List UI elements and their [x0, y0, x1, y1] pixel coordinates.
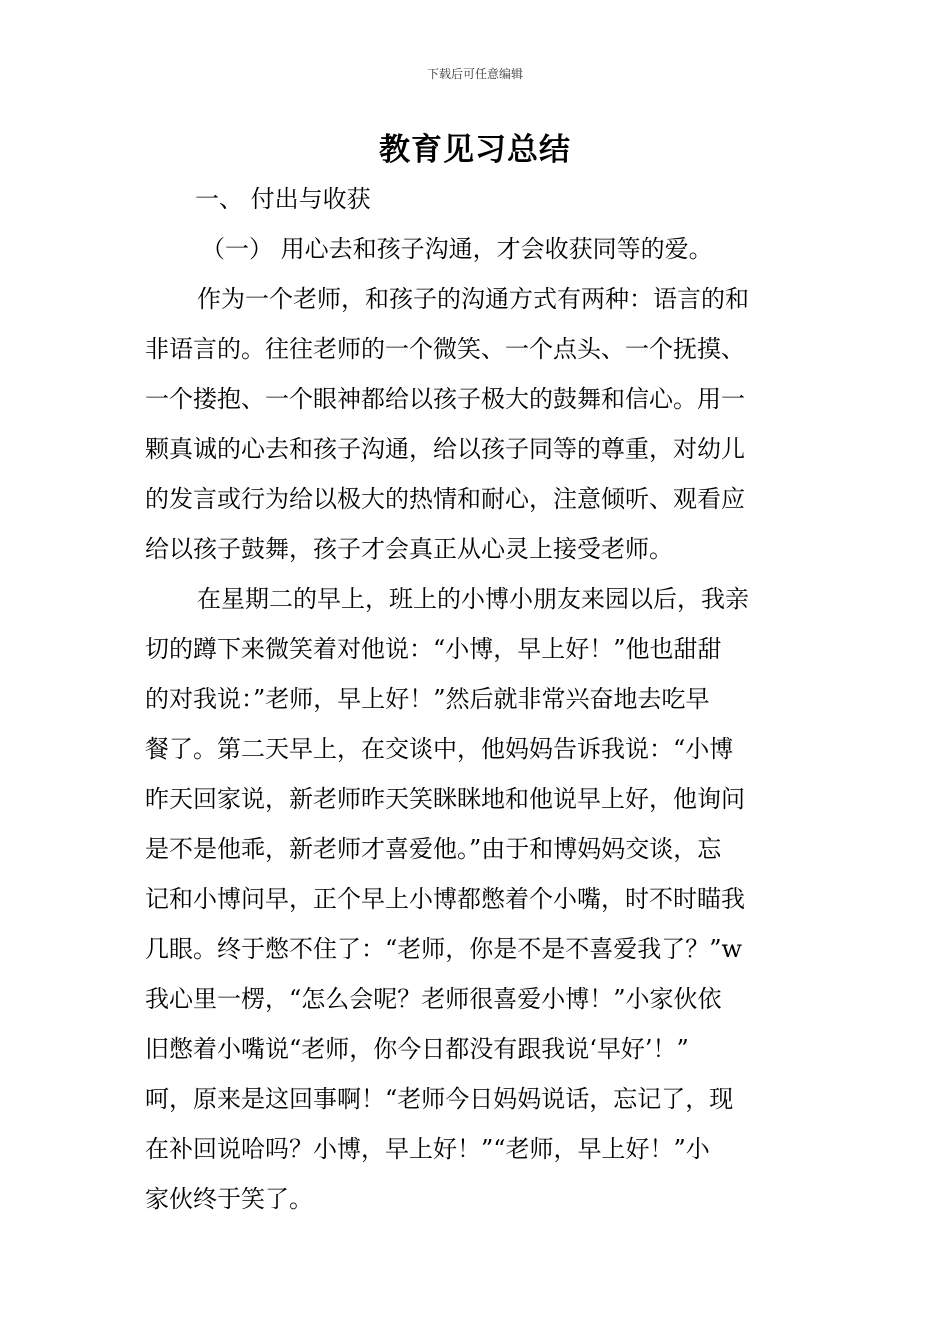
section-heading: 一、 付出与收获: [195, 185, 371, 213]
paragraph-line: 在星期二的早上，班上的小博小朋友来园以后，我亲: [197, 585, 749, 613]
paragraph-line: 作为一个老师，和孩子的沟通方式有两种：语言的和: [197, 285, 749, 313]
paragraph-line: 呵，原来是这回事啊！“老师今日妈妈说话，忘记了，现: [145, 1085, 734, 1113]
page-title: 教育见习总结: [379, 132, 571, 168]
paragraph-line: 颗真诚的心去和孩子沟通，给以孩子同等的尊重，对幼儿: [145, 435, 745, 463]
document-body: [145, 174, 811, 1224]
paragraph-line: 旧憋着小嘴说“老师，你今日都没有跟我说‘早好’！”: [145, 1035, 689, 1063]
paragraph-line: 家伙终于笑了。: [145, 1185, 313, 1213]
paragraph-line: 是不是他乖，新老师才喜爱他。”由于和博妈妈交谈，忘: [145, 835, 722, 863]
paragraph-line: 在补回说哈吗？小博，早上好！”“老师，早上好！”小: [145, 1135, 710, 1163]
paragraph-line: 昨天回家说，新老师昨天笑眯眯地和他说早上好，他询问: [145, 785, 745, 813]
paragraph-line: 几眼。终于憋不住了：“老师，你是不是不喜爱我了？”w: [145, 935, 743, 963]
paragraph-line: 的发言或行为给以极大的热情和耐心，注意倾听、观看应: [145, 485, 745, 513]
paragraph-line: 一个搂抱、一个眼神都给以孩子极大的鼓舞和信心。用一: [145, 385, 745, 413]
header-note: 下载后可任意编辑: [426, 67, 523, 81]
paragraph-line: 餐了。第二天早上，在交谈中，他妈妈告诉我说：“小博: [145, 735, 734, 763]
subsection-heading: （一） 用心去和孩子沟通，才会收获同等的爱。: [201, 235, 713, 263]
paragraph-story: [145, 574, 811, 1224]
paragraph-line: 非语言的。往往老师的一个微笑、一个点头、一个抚摸、: [145, 335, 745, 363]
paragraph-line: 我心里一楞，“怎么会呢？老师很喜爱小博！”小家伙依: [145, 985, 722, 1013]
paragraph-communication: [145, 274, 811, 574]
paragraph-line: 的对我说：”老师，早上好！”然后就非常兴奋地去吃早: [145, 685, 710, 713]
paragraph-line: 切的蹲下来微笑着对他说：“小博，早上好！”他也甜甜: [145, 635, 722, 663]
paragraph-line: 记和小博问早，正个早上小博都憋着个小嘴，时不时瞄我: [145, 885, 745, 913]
paragraph-line: 给以孩子鼓舞，孩子才会真正从心灵上接受老师。: [145, 535, 673, 563]
